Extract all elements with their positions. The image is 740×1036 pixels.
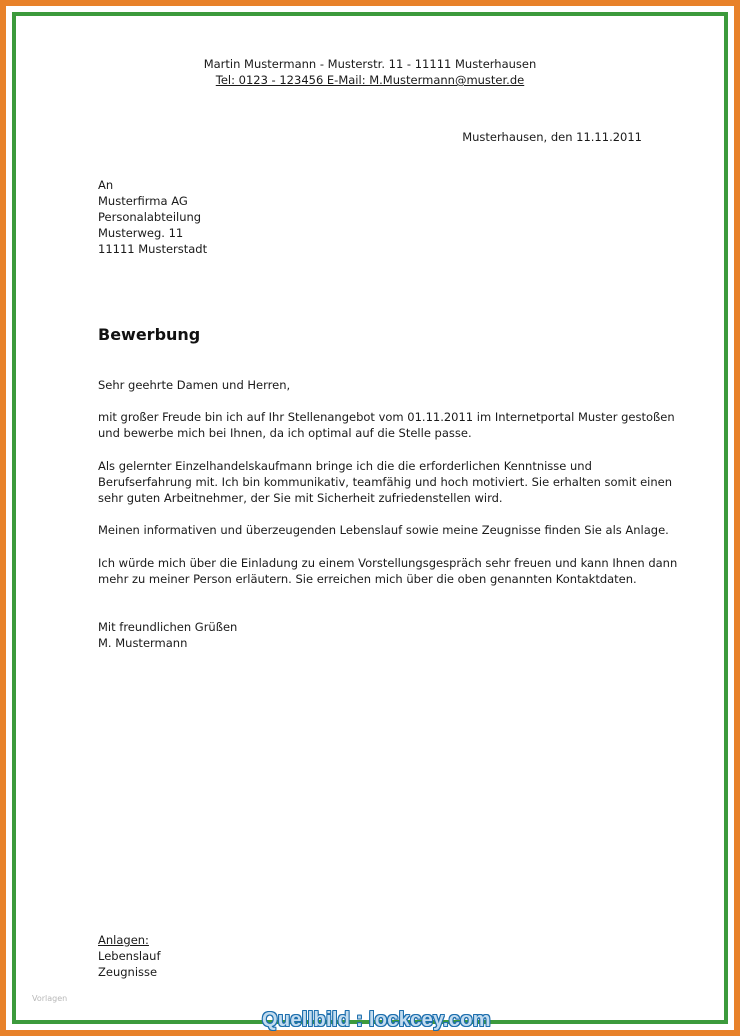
paragraph-line: Berufserfahrung mit. Ich bin kommunikativ, teamfähig und hoch motiviert. Sie erhalten somit einen [98, 475, 673, 489]
paragraph-line: Meinen informativen und überzeugenden Lebenslauf sowie meine Zeugnisse finden Sie als Anlage. [98, 523, 669, 537]
closing-greeting: Mit freundlichen Grüßen [98, 620, 238, 634]
paragraph-line: und bewerbe mich bei Ihnen, da ich optimal auf die Stelle passe. [98, 426, 472, 440]
paragraph-line: mehr zu meiner Person erläutern. Sie erreichen mich über die oben genannten Kontaktdaten. [98, 572, 637, 586]
watermark-source: Quellbild : lockcey.com [262, 1009, 491, 1031]
watermark-vorlagen: Vorlagen [32, 994, 68, 1003]
date-line: Musterhausen, den 11.11.2011 [462, 130, 642, 144]
paragraph-line: sehr guten Arbeitnehmer, der Sie mit Sicherheit zufriedenstellen wird. [98, 491, 503, 505]
recipient-line: 11111 Musterstadt [98, 242, 208, 256]
recipient-line: Musterfirma AG [98, 194, 188, 208]
paragraph-line: mit großer Freude bin ich auf Ihr Stellenangebot vom 01.11.2011 im Internetportal Muster gestoßen [98, 410, 675, 424]
recipient-line: Personalabteilung [98, 210, 202, 224]
sender-contact-line [0, 72, 740, 88]
sender-line: Martin Mustermann - Musterstr. 11 - 11111 Musterhausen [203, 57, 537, 71]
enclosure-item: Zeugnisse [98, 965, 158, 979]
sender-contact-text: Tel: 0123 - 123456 E-Mail: M.Mustermann@muster.de [215, 73, 525, 87]
paragraph-line: Als gelernter Einzelhandelskaufmann bringe ich die die erforderlichen Kenntnisse und [98, 459, 592, 473]
enclosure-item: Lebenslauf [98, 949, 161, 963]
recipient-line: Musterweg. 11 [98, 226, 184, 240]
signature-name: M. Mustermann [98, 636, 188, 650]
paragraph-line: Ich würde mich über die Einladung zu einem Vorstellungsgespräch sehr freuen und kann Ihnen dann [98, 556, 678, 570]
salutation: Sehr geehrte Damen und Herren, [98, 378, 291, 392]
enclosures-title: Anlagen: [98, 933, 149, 947]
subject-heading: Bewerbung [98, 325, 201, 344]
recipient-line: An [98, 178, 114, 192]
